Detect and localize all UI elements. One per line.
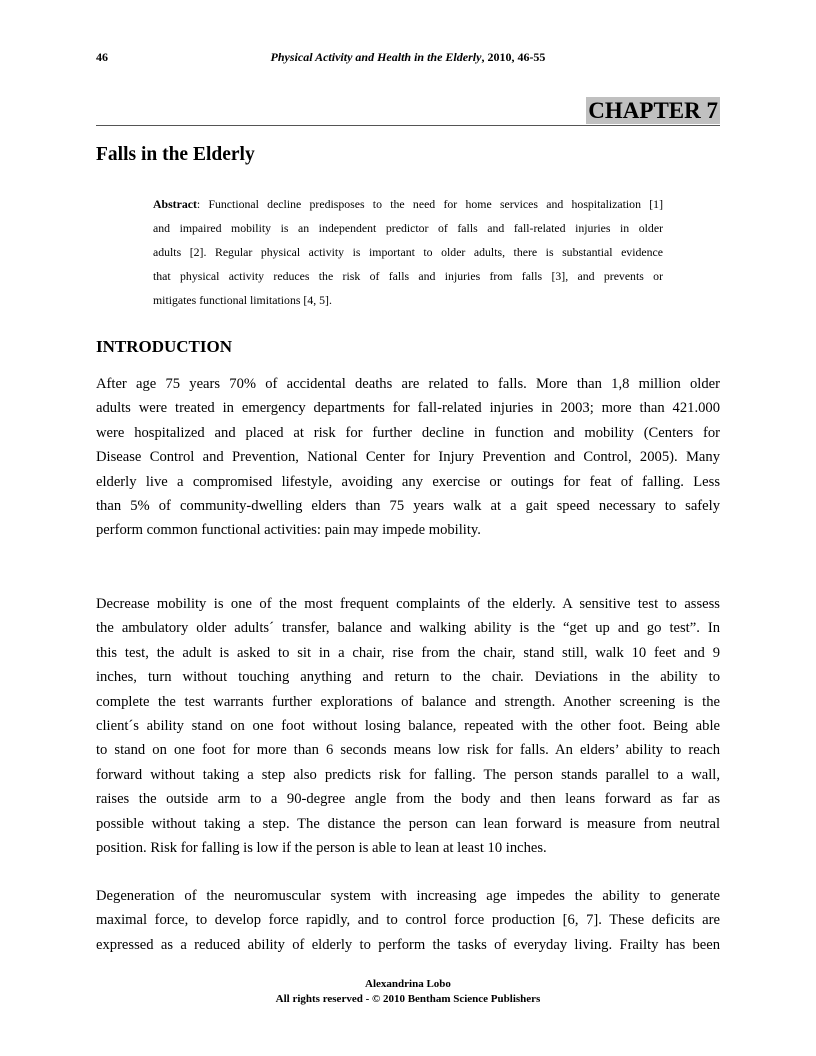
- abstract-line: [153, 197, 663, 212]
- abstract-line: [153, 245, 663, 260]
- paragraph-line: maximal force, to develop force rapidly, and to control force production [6, 7]. These deficits are: [96, 912, 720, 929]
- section-heading: INTRODUCTION: [96, 337, 233, 356]
- paragraph-line: this test, the adult is asked to sit in a chair, rise from the chair, stand still, walk 10 feet and 9: [96, 644, 720, 661]
- page-number: 46: [96, 50, 108, 64]
- abstract-text: adults [2]. Regular physical activity is important to older adults, there is substantial evidence: [153, 245, 663, 259]
- paragraph-line: to stand on one foot for more than 6 seconds means low risk for falls. An elders’ ability to reach: [96, 742, 720, 759]
- paragraph-line: expressed as a reduced ability of elderly to perform the tasks of everyday living. Frailty has been: [96, 936, 720, 953]
- paragraph-line: inches, turn without touching anything and return to the chair. Deviations in the ability to: [96, 669, 720, 686]
- paragraph-line: Decrease mobility is one of the most frequent complaints of the elderly. A sensitive test to assess: [96, 596, 720, 612]
- abstract-text: : Functional decline predisposes to the need for home services and hospitalization [1]: [196, 197, 663, 211]
- chapter-title: Falls in the Elderly: [96, 144, 255, 165]
- paragraph-line: elderly live a compromised lifestyle, avoiding any exercise or outings for feat of falling. Less: [96, 473, 720, 490]
- journal-title: Physical Activity and Health in the Elderly: [270, 50, 482, 64]
- paragraph-line: After age 75 years 70% of accidental deaths are related to falls. More than 1,8 million older: [96, 376, 720, 392]
- paragraph-line: Disease Control and Prevention, National Center for Injury Prevention and Control, 2005). Many: [96, 449, 720, 466]
- paragraph-line: adults were treated in emergency departments for fall-related injuries in 2003; more than 421.000: [96, 400, 720, 417]
- paragraph-line: Degeneration of the neuromuscular system with increasing age impedes the ability to generate: [96, 888, 720, 904]
- abstract-line: [153, 293, 663, 308]
- abstract-line: [153, 269, 663, 284]
- paragraph-line: forward without taking a step also predicts risk for falling. The person stands parallel to a wall,: [96, 766, 720, 783]
- paragraph-line: complete the test warrants further explorations of balance and strength. Another screening is the: [96, 693, 720, 710]
- abstract-label: Abstract: [153, 197, 197, 211]
- footer-copyright: All rights reserved - © 2010 Bentham Science Publishers: [275, 993, 541, 1005]
- paragraph-line: possible without taking a step. The distance the person can lean forward is measure from neutral: [96, 815, 720, 832]
- paragraph-line: were hospitalized and placed at risk for further decline in function and mobility (Centers for: [96, 424, 720, 441]
- paragraph-line: raises the outside arm to a 90-degree angle from the body and then leans forward as far as: [96, 791, 720, 808]
- chapter-label: CHAPTER 7: [588, 98, 718, 123]
- abstract-text: mitigates functional limitations [4, 5].: [153, 293, 332, 307]
- abstract-text: and impaired mobility is an independent predictor of falls and fall-related injuries in older: [153, 221, 663, 235]
- abstract-text: that physical activity reduces the risk of falls and injuries from falls [3], and prevents or: [153, 269, 663, 283]
- paragraph-line: position. Risk for falling is low if the person is able to lean at least 10 inches.: [96, 840, 547, 856]
- journal-details: , 2010, 46-55: [481, 50, 546, 64]
- running-header: [0, 50, 816, 65]
- paragraph-line: client´s ability stand on one foot without losing balance, repeated with the other foot. Being able: [96, 718, 720, 734]
- paragraph-line: than 5% of community-dwelling elders than 75 years walk at a gait speed necessary to safely: [96, 498, 720, 514]
- paragraph-line: perform common functional activities: pain may impede mobility.: [96, 522, 481, 539]
- abstract-line: [153, 221, 663, 236]
- paragraph-line: the ambulatory older adults´ transfer, balance and walking ability is the “get up and go test”. In: [96, 620, 720, 637]
- header-divider: [96, 125, 720, 126]
- footer-author: Alexandrina Lobo: [365, 978, 451, 990]
